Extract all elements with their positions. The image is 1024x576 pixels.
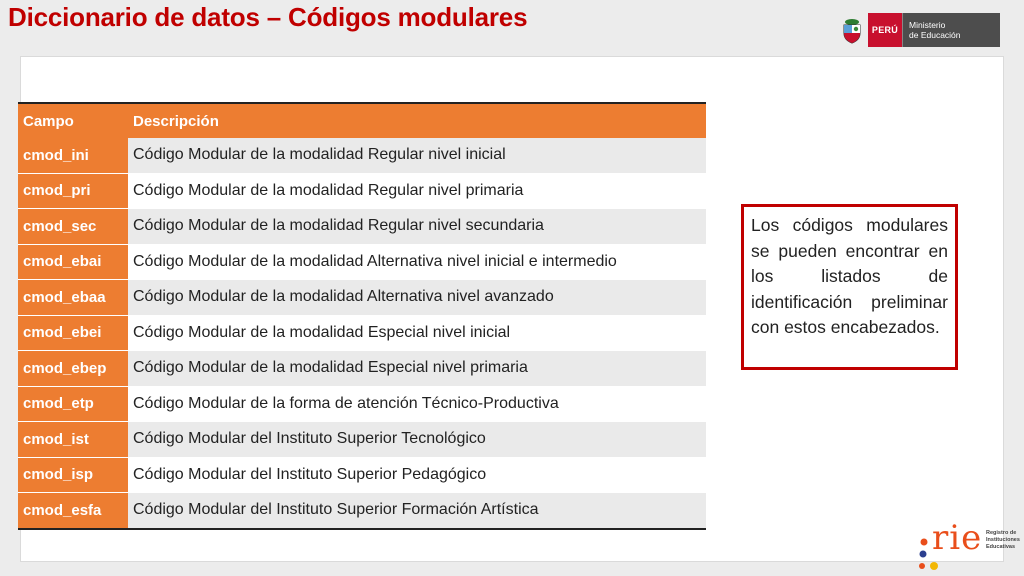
column-header-descripcion: Descripción xyxy=(128,103,706,138)
ministry-line-2: de Educación xyxy=(909,30,961,40)
table-row xyxy=(18,138,706,173)
table-row xyxy=(18,315,706,351)
rie-wordmark: rie xyxy=(932,518,983,558)
column-header-campo: Campo xyxy=(18,103,128,138)
rie-subtitle-line-3: Educativas xyxy=(986,544,1016,550)
field-name-cell: cmod_ist xyxy=(18,422,128,458)
field-name-cell: cmod_ebei xyxy=(18,315,128,351)
table-header-row xyxy=(18,103,706,138)
description-cell: Código Modular del Instituto Superior Pedagógico xyxy=(128,457,706,493)
table-row xyxy=(18,386,706,422)
field-name-cell: cmod_etp xyxy=(18,386,128,422)
slide-title: Diccionario de datos – Códigos modulares xyxy=(8,2,528,32)
field-name-cell: cmod_esfa xyxy=(18,493,128,529)
peru-coat-of-arms-icon xyxy=(836,13,868,47)
peru-label: PERÚ xyxy=(868,13,902,47)
rie-subtitle-line-2: Instituciones xyxy=(986,537,1020,543)
rie-subtitle-line-1: Registro de xyxy=(986,530,1017,536)
description-cell: Código Modular de la forma de atención Técnico-Productiva xyxy=(128,386,706,422)
rie-logo xyxy=(912,520,1020,574)
description-cell: Código Modular de la modalidad Alternativa nivel avanzado xyxy=(128,280,706,316)
rie-subtitle xyxy=(986,530,1020,551)
field-name-cell: cmod_isp xyxy=(18,457,128,493)
table-row xyxy=(18,422,706,458)
table-row xyxy=(18,457,706,493)
description-cell: Código Modular de la modalidad Regular nivel secundaria xyxy=(128,209,706,245)
table-row xyxy=(18,173,706,209)
description-cell: Código Modular de la modalidad Regular nivel inicial xyxy=(128,138,706,173)
note-box: Los códigos modulares se pueden encontrar en los listados de identificación preliminar con estos encabezados. xyxy=(741,204,958,370)
table-row xyxy=(18,493,706,529)
table-row xyxy=(18,280,706,316)
description-cell: Código Modular de la modalidad Regular nivel primaria xyxy=(128,173,706,209)
description-cell: Código Modular de la modalidad Especial nivel primaria xyxy=(128,351,706,387)
data-dictionary-table xyxy=(18,102,706,530)
table-row xyxy=(18,209,706,245)
table-row xyxy=(18,244,706,280)
field-name-cell: cmod_sec xyxy=(18,209,128,245)
description-cell: Código Modular del Instituto Superior Formación Artística xyxy=(128,493,706,529)
field-name-cell: cmod_ebai xyxy=(18,244,128,280)
field-name-cell: cmod_ebaa xyxy=(18,280,128,316)
description-cell: Código Modular del Instituto Superior Tecnológico xyxy=(128,422,706,458)
field-name-cell: cmod_pri xyxy=(18,173,128,209)
minedu-logo xyxy=(836,13,1000,47)
description-cell: Código Modular de la modalidad Alternativa nivel inicial e intermedio xyxy=(128,244,706,280)
ministry-label xyxy=(902,13,1000,47)
table-body xyxy=(18,138,706,529)
field-name-cell: cmod_ini xyxy=(18,138,128,173)
table-row xyxy=(18,351,706,387)
ministry-line-1: Ministerio xyxy=(909,20,946,30)
description-cell: Código Modular de la modalidad Especial nivel inicial xyxy=(128,315,706,351)
field-name-cell: cmod_ebep xyxy=(18,351,128,387)
